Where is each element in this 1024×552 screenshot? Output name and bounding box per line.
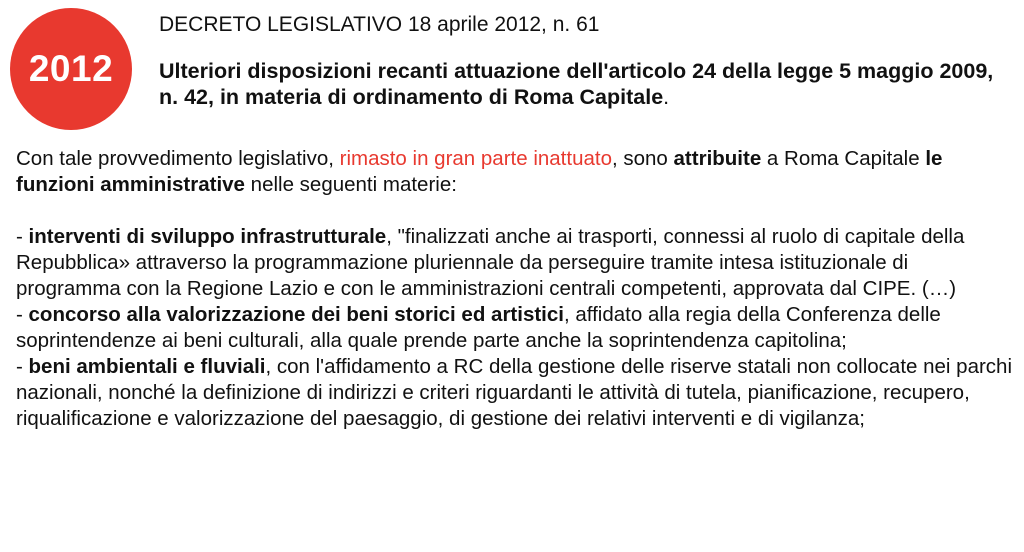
- decree-subtitle-text: Ulteriori disposizioni recanti attuazione dell'articolo 24 della legge 5 maggio 2009, n. 42, in materia di ordinamento di Roma Capitale: [159, 59, 994, 109]
- decree-subtitle-end: .: [663, 85, 670, 109]
- intro-part4: nelle seguenti materie:: [244, 173, 457, 196]
- list-item: [16, 302, 1016, 354]
- list-item: [16, 354, 1016, 432]
- intro-part1: Con tale provvedimento legislativo,: [16, 147, 340, 170]
- intro-paragraph: [16, 146, 1016, 198]
- list-item-text: , "finalizzati anche ai trasporti, connessi al ruolo di capitale della Repubblica» attraverso la programmazione pluriennale da perseguire tramite intesa istituzionale di programma con la Regione Lazio e con le amministrazioni centrali competenti, approvata dal CIPE. (…): [16, 225, 965, 300]
- decree-title: DECRETO LEGISLATIVO 18 aprile 2012, n. 61: [159, 13, 600, 36]
- decree-subtitle: [159, 58, 999, 110]
- intro-part3: a Roma Capitale: [761, 147, 926, 170]
- year-badge: [10, 8, 132, 130]
- list-item-bold: beni ambientali e fluviali: [28, 355, 266, 378]
- list-item: [16, 224, 1016, 302]
- intro-highlight: rimasto in gran parte inattuato: [339, 147, 612, 170]
- year-badge-label: 2012: [28, 48, 114, 89]
- list-item-dash: -: [16, 303, 29, 326]
- list-item-dash: -: [16, 225, 29, 248]
- intro-bold1: attribuite: [673, 147, 762, 170]
- list-item-bold: concorso alla valorizzazione dei beni storici ed artistici: [28, 303, 564, 326]
- list-item-bold: interventi di sviluppo infrastrutturale: [28, 225, 387, 248]
- list-item-dash: -: [16, 355, 29, 378]
- list-item-text: , affidato alla regia della Conferenza delle soprintendenze ai beni culturali, alla quale prende parte anche la soprintendenza capitolina;: [16, 303, 941, 352]
- body-text: [16, 146, 1016, 432]
- intro-bold2: le funzioni amministrative: [16, 147, 943, 196]
- list-item-text: , con l'affidamento a RC della gestione delle riserve statali non collocate nei parchi nazionali, nonché la definizione di indirizzi e criteri riguardanti le attività di tutela, pianificazione, recupero, riqualificazione e valorizzazione del paesaggio, di gestione dei relativi interventi e di vigilanza;: [16, 355, 1013, 430]
- intro-part2: , sono: [611, 147, 674, 170]
